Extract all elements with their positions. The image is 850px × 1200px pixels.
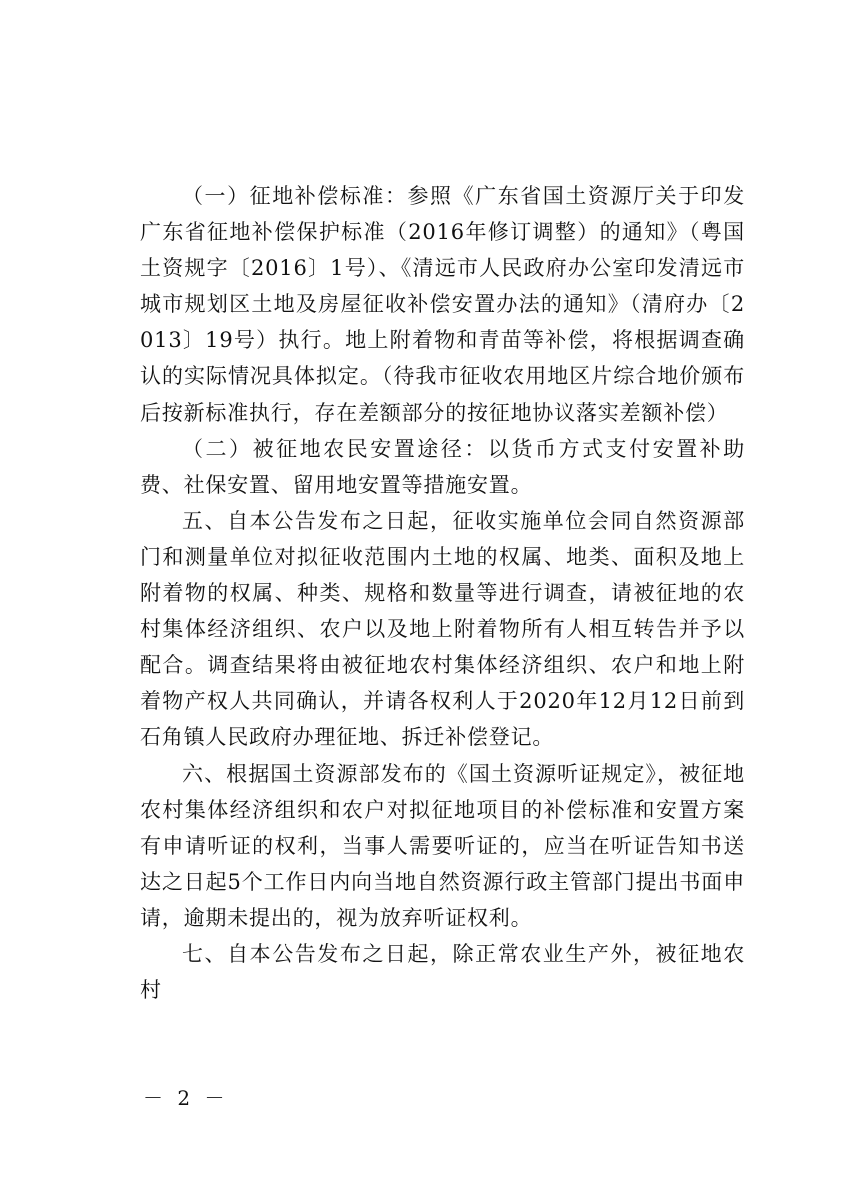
paragraph-section-six: 六、根据国土资源部发布的《国土资源听证规定》，被征地农村集体经济组织和农户对拟征地项目的补偿标准和安置方案有申请听证的权利，当事人需要听证的，应当在听证告知书送达之日起5个工作日内向当地自然资源行政主管部门提出书面申请，逾期未提出的，视为放弃听证权利。 [140,761,745,930]
document-body [140,178,745,1008]
paragraph-resettlement-approach: （二）被征地农民安置途径：以货币方式支付安置补助费、社保安置、留用地安置等措施安置。 [140,436,745,497]
paragraph-section-five: 五、自本公告发布之日起，征收实施单位会同自然资源部门和测量单位对拟征收范围内土地的权属、地类、面积及地上附着物的权属、种类、规格和数量等进行调查，请被征地的农村集体经济组织、农户以及地上附着物所有人相互转告并予以配合。调查结果将由被征地农村集体经济组织、农户和地上附着物产权人共同确认，并请各权利人于2020年12月12日前到石角镇人民政府办理征地、拆迁补偿登记。 [140,508,745,750]
paragraph-section-seven: 七、自本公告发布之日起，除正常农业生产外，被征地农村 [140,941,745,1003]
page-number: － 2 － [143,1086,229,1110]
paragraph-compensation-standard: （一）征地补偿标准：参照《广东省国土资源厅关于印发广东省征地补偿保护标准（2016年修订调整）的通知》（粤国土资规字〔2016〕1号）、《清远市人民政府办公室印发清远市城市规划区土地及房屋征收补偿安置办法的通知》（清府办〔2013〕19号）执行。地上附着物和青苗等补偿，将根据调查确认的实际情况具体拟定。（待我市征收农用地区片综合地价颁布后按新标准执行，存在差额部分的按征地协议落实差额补偿） [140,184,745,425]
